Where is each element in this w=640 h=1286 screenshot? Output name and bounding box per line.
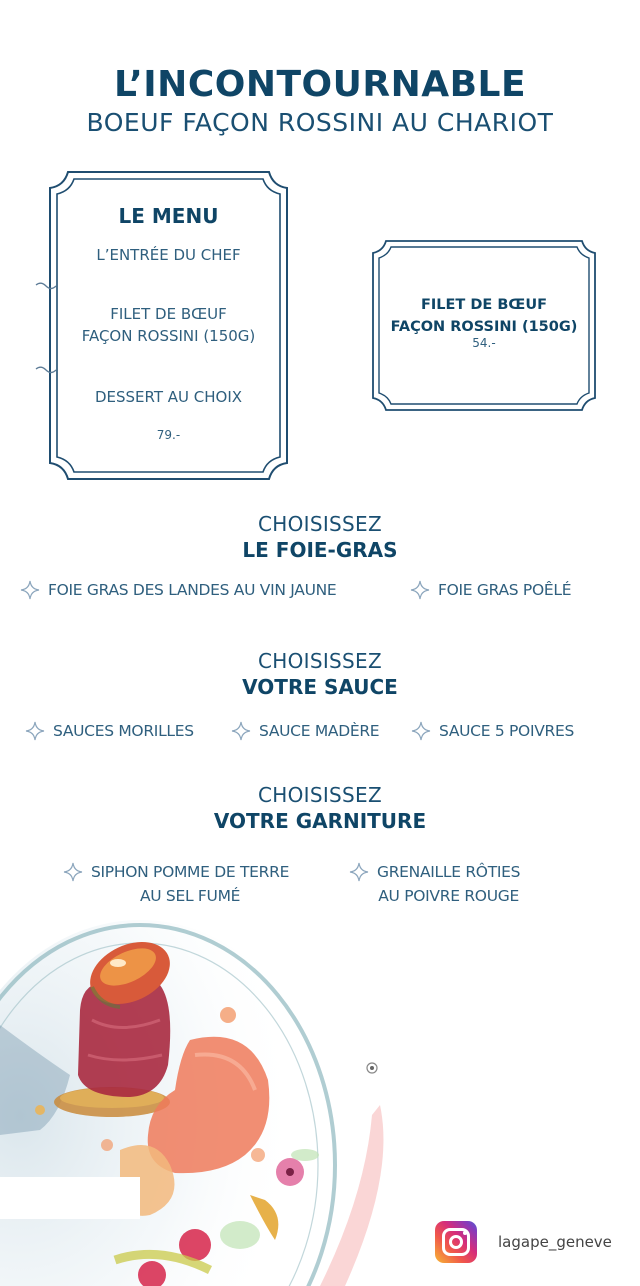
menu-course-main-line1: FILET DE BŒUF [110,305,227,323]
single-dish-title-line1: FILET DE BŒUF [420,297,548,313]
option-sauce-5-poivres[interactable] [411,719,574,743]
menu-course-starter: L’ENTRÉE DU CHEF [96,246,241,264]
menu-course-main-line2: FAÇON ROSSINI (150G) [81,327,256,345]
section-kicker: CHOISISSEZ [258,649,382,673]
section-kicker: CHOISISSEZ [258,512,382,536]
instagram-link[interactable] [435,1221,612,1263]
section-foie-gras-header [0,511,640,563]
option-label [91,860,289,908]
page-title: L’INCONTOURNABLE [113,64,527,105]
option-sauce-madere[interactable] [231,719,379,743]
section-heading: VOTRE SAUCE [242,675,398,699]
four-point-star-icon [63,862,83,882]
section-kicker: CHOISISSEZ [258,783,382,807]
section-heading: LE FOIE-GRAS [242,538,398,562]
option-foie-gras-poele[interactable] [410,578,571,602]
menu-title: LE MENU [118,204,219,228]
section-sauce-header [0,648,640,700]
single-dish-card [370,238,598,413]
menu-price: 79.- [156,428,181,442]
option-foie-gras-landes[interactable] [20,578,336,602]
four-point-star-icon [231,721,251,741]
option-siphon-pomme-de-terre[interactable] [63,860,289,908]
tilde-icon [34,364,58,376]
option-label: SAUCES MORILLES [53,722,194,740]
option-label-line2: AU SEL FUMÉ [139,887,241,905]
single-dish-title-line2: FAÇON ROSSINI (150G) [390,319,578,335]
dish-illustration [0,915,420,1286]
option-sauce-morilles[interactable] [25,719,194,743]
option-grenaille-roties[interactable] [349,860,520,908]
section-garniture-header [0,782,640,834]
option-label: FOIE GRAS POÊLÉ [438,581,572,599]
four-point-star-icon [411,721,431,741]
option-label: FOIE GRAS DES LANDES AU VIN JAUNE [48,581,337,599]
single-dish-price: 54.- [472,336,496,350]
option-label: SAUCE 5 POIVRES [439,722,575,740]
option-label-line1: SIPHON POMME DE TERRE [91,863,290,881]
single-dish-title [370,294,598,338]
page-subtitle: BOEUF FAÇON ROSSINI AU CHARIOT [86,108,554,137]
menu-course-dessert: DESSERT AU CHOIX [94,388,243,406]
menu-card [46,168,291,483]
option-label [377,860,520,908]
four-point-star-icon [25,721,45,741]
instagram-handle: lagape_geneve [498,1233,612,1251]
four-point-star-icon [349,862,369,882]
tilde-icon [34,280,58,292]
option-label-line2: AU POIVRE ROUGE [378,887,519,905]
four-point-star-icon [20,580,40,600]
option-label: SAUCE MADÈRE [259,722,380,740]
instagram-icon [435,1221,477,1263]
option-label-line1: GRENAILLE RÔTIES [377,863,521,881]
four-point-star-icon [410,580,430,600]
section-heading: VOTRE GARNITURE [213,809,427,833]
